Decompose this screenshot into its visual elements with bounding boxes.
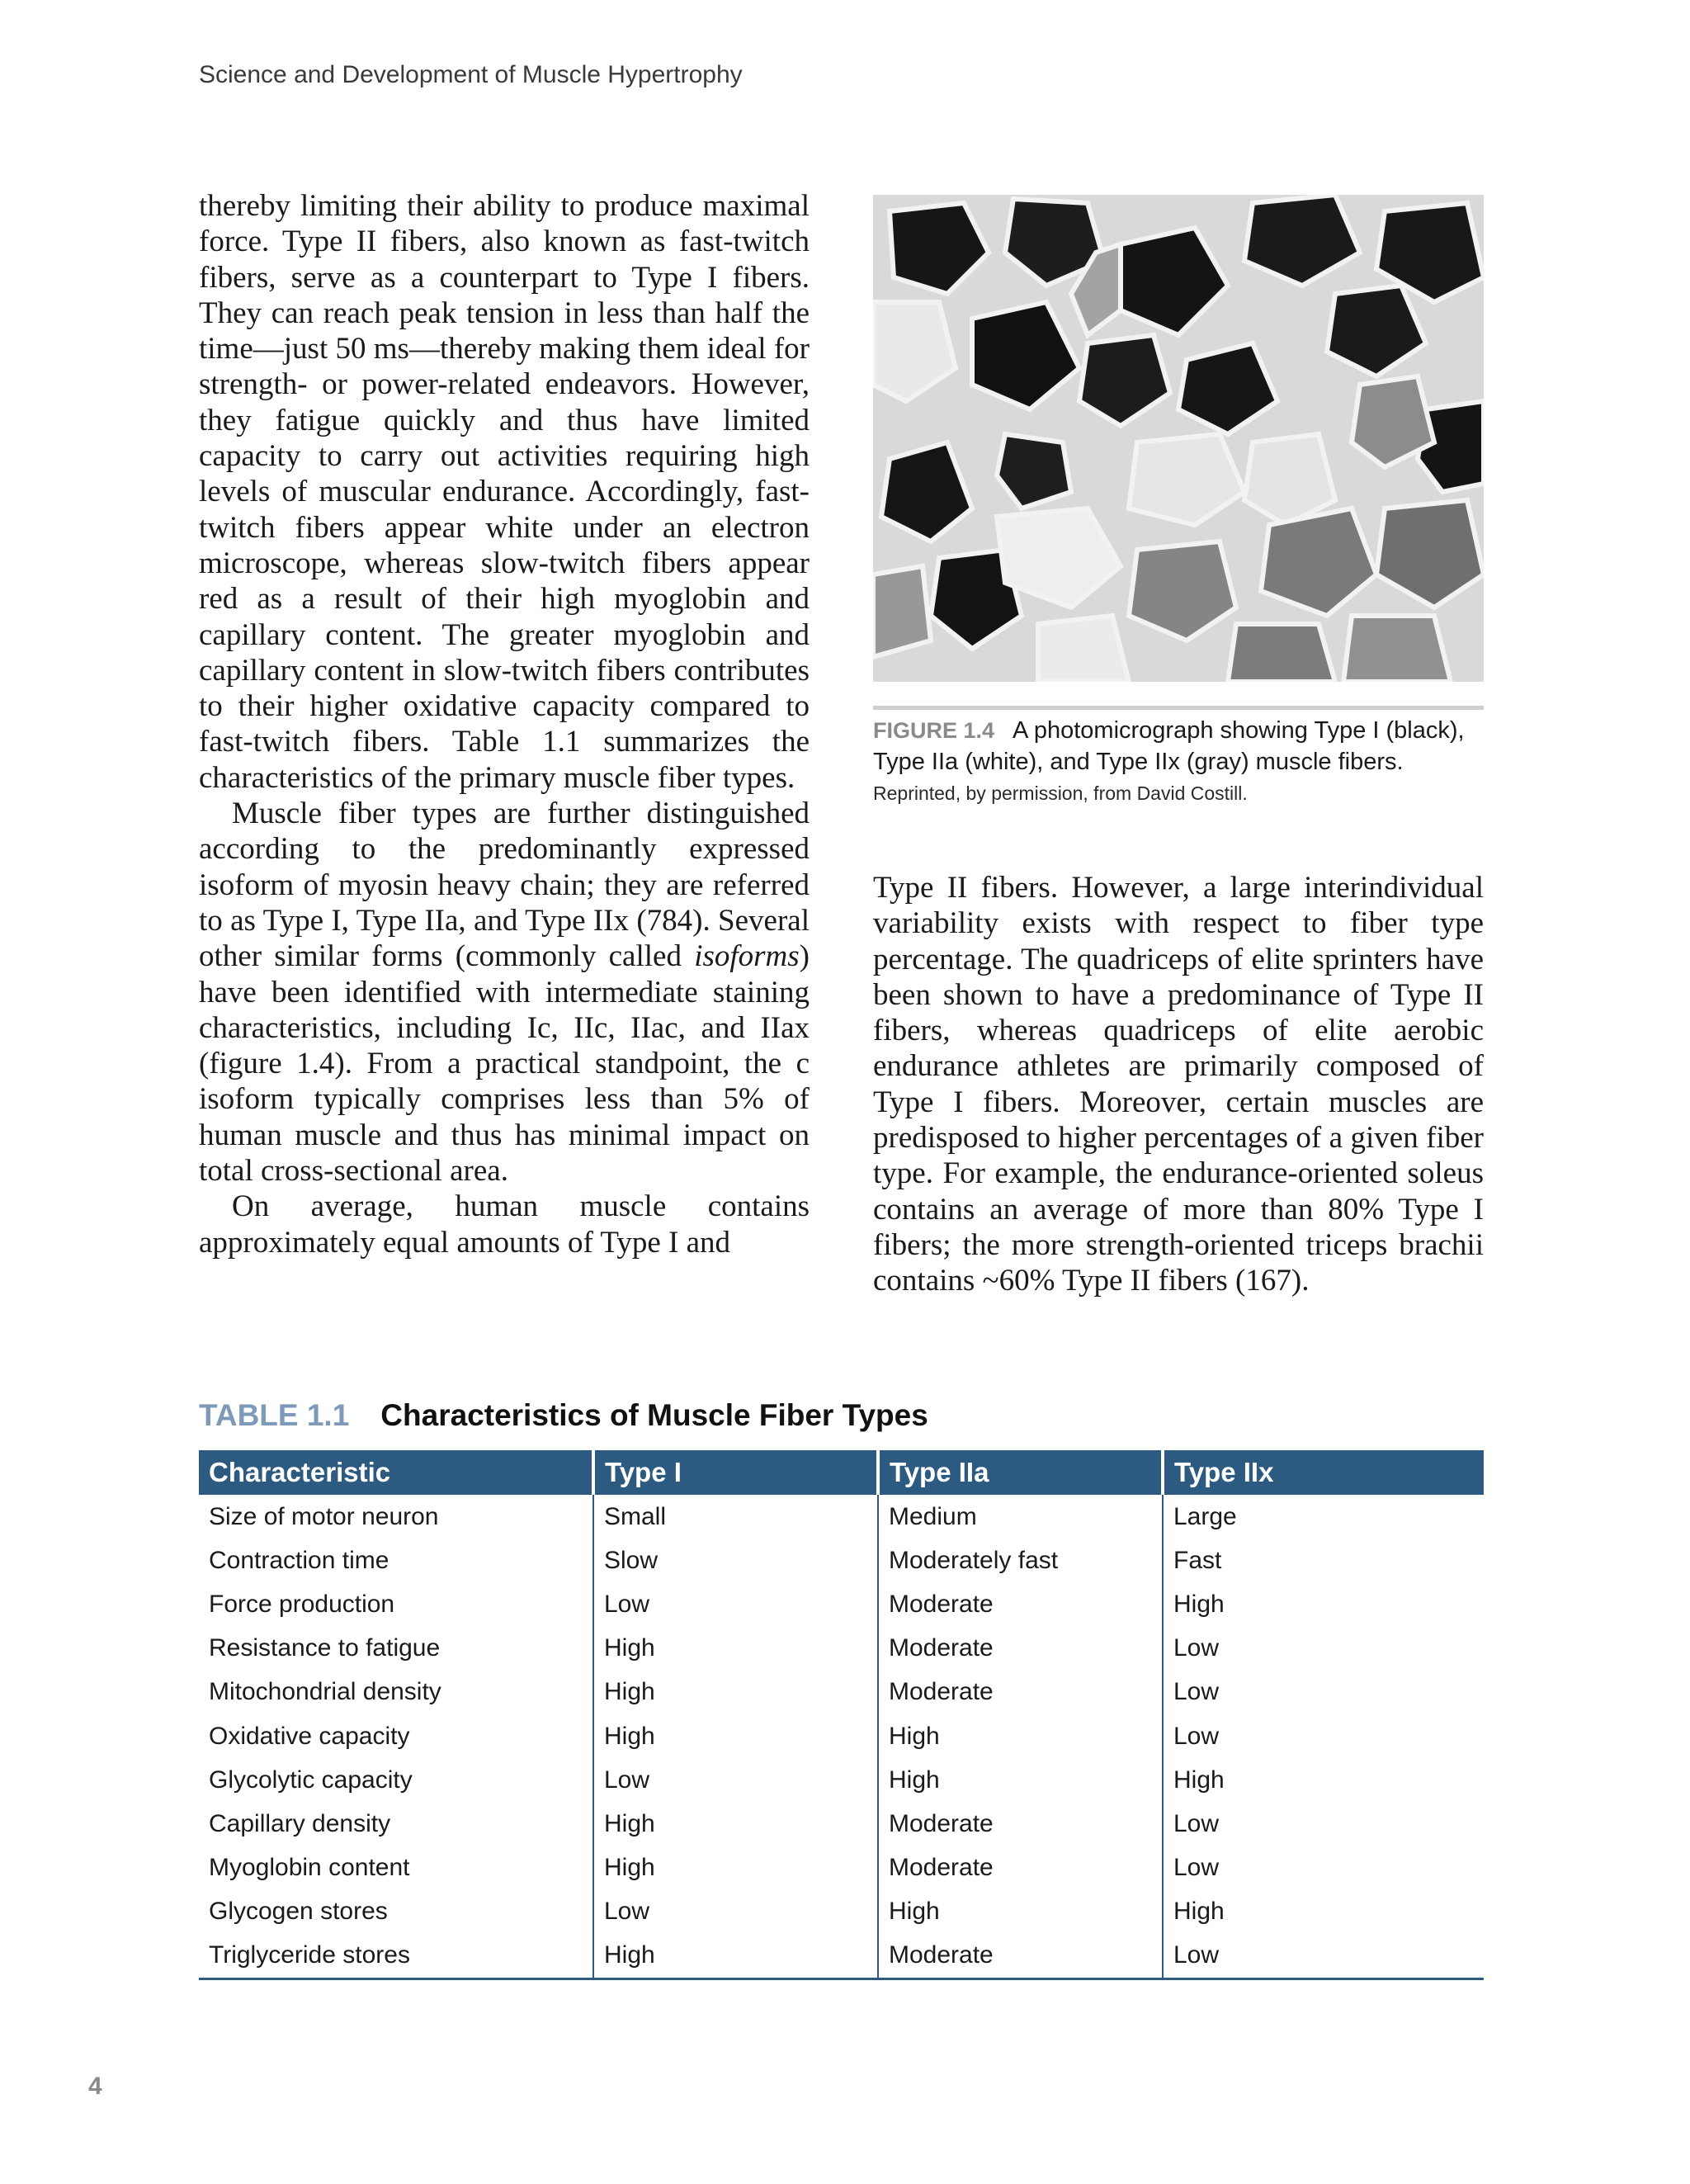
table-cell: Low: [1173, 1722, 1220, 1750]
table-row: [199, 1627, 1484, 1671]
table-row: [199, 1802, 1484, 1846]
table-cell: Contraction time: [199, 1539, 593, 1582]
table-cell: Low: [593, 1582, 878, 1626]
table-cell: Moderate: [878, 1934, 1163, 1979]
body-paragraph: On average, human muscle contains approximately equal amounts of Type I and: [199, 1189, 810, 1260]
figure-caption-text: A photomicrograph showing Type I (black), Type IIa (white), and Type IIx (gray) muscle fibers.: [873, 717, 1465, 775]
table-cell: High: [593, 1714, 878, 1758]
table-cell: Low: [1163, 1934, 1484, 1979]
table-cell: High: [878, 1890, 1163, 1934]
table-cell: High: [878, 1714, 1163, 1758]
table-cell: Low: [1173, 1809, 1220, 1837]
table-cell: High: [1173, 1590, 1225, 1618]
table-cell: High: [593, 1802, 878, 1846]
body-paragraph: thereby limiting their ability to produce maximal force. Type II fibers, also known as fast-twitch fibers, serve as a counterpart to Type I fibers. They can reach peak tension in less than half the time—just 50 ms—thereby making them ideal for strength- or power-related endeavors. However, they fatigue quickly and thus have limited capacity to carry out activities requiring high levels of muscular endurance. Accordingly, fast-twitch fibers appear white under an electron microscope, whereas slow-twitch fibers appear red as a result of their high myoglobin and capillary content. The greater myoglobin and capillary content in slow-twitch fibers contributes to their higher oxidative capacity compared to fast-twitch fibers. Table 1.1 summarizes the characteristics of the primary muscle fiber types.: [199, 189, 810, 795]
table-header-cell: Type IIa: [878, 1450, 1163, 1495]
page-number: 4: [88, 2073, 102, 2100]
table-cell: Glycolytic capacity: [199, 1758, 593, 1802]
fiber-type-table: [199, 1450, 1484, 1980]
table-cell: Slow: [593, 1539, 878, 1582]
figure-label: FIGURE 1.4: [873, 718, 995, 743]
body-paragraph: [199, 796, 810, 1189]
table-cell: Mitochondrial density: [199, 1671, 593, 1714]
table-header-row: [199, 1450, 1484, 1495]
table-cell: Low: [1173, 1678, 1220, 1706]
table-cell: Size of motor neuron: [199, 1495, 593, 1539]
figure-divider: [873, 706, 1484, 710]
table-header-cell: Type I: [593, 1450, 878, 1495]
table-cell: Moderate: [878, 1671, 1163, 1714]
table-cell: Fast: [1173, 1546, 1222, 1574]
table-cell: High: [878, 1758, 1163, 1802]
table-cell: Large: [1173, 1502, 1237, 1530]
table-cell: Resistance to fatigue: [199, 1627, 593, 1671]
table-cell: Myoglobin content: [199, 1846, 593, 1890]
table-cell: Low: [1173, 1854, 1220, 1882]
table-cell: High: [1173, 1898, 1225, 1926]
table-row: [199, 1582, 1484, 1626]
table-row: [199, 1671, 1484, 1714]
table-row: [199, 1539, 1484, 1582]
table-header-cell: Characteristic: [199, 1450, 593, 1495]
table-title: [199, 1398, 928, 1433]
table-cell: High: [593, 1671, 878, 1714]
table-cell: Medium: [878, 1495, 1163, 1539]
table-cell: Small: [593, 1495, 878, 1539]
table-label: TABLE 1.1: [199, 1398, 350, 1432]
left-text-column: [199, 188, 810, 1260]
table-body: [199, 1495, 1484, 1979]
table-cell: Low: [1173, 1634, 1220, 1662]
table-title-text: Characteristics of Muscle Fiber Types: [380, 1398, 928, 1432]
figure-credit: Reprinted, by permission, from David Costill.: [873, 782, 1248, 804]
table-cell: Triglyceride stores: [199, 1934, 593, 1979]
table-cell: Moderately fast: [878, 1539, 1163, 1582]
table-cell: Moderate: [878, 1627, 1163, 1671]
table-cell: Capillary density: [199, 1802, 593, 1846]
table-row: [199, 1846, 1484, 1890]
table-cell: High: [593, 1934, 878, 1979]
table-cell: Moderate: [878, 1582, 1163, 1626]
table-row: [199, 1758, 1484, 1802]
table-cell: Force production: [199, 1582, 593, 1626]
table-cell: Moderate: [878, 1846, 1163, 1890]
table-cell: Oxidative capacity: [199, 1714, 593, 1758]
body-text: ) have been identified with intermediate staining characteristics, including Ic, IIc, IIac, and IIax (figure 1.4). From a practical standpoint, the c isoform typically comprises less than 5% of human muscle and thus has minimal impact on total cross-sectional area.: [199, 939, 810, 1189]
photomicrograph-image: [873, 195, 1484, 682]
table-row: [199, 1934, 1484, 1979]
table-row: [199, 1495, 1484, 1539]
emphasis-text: isoforms: [694, 939, 800, 974]
table-cell: Low: [593, 1758, 878, 1802]
body-text: Muscle fiber types are further distinguished according to the predominantly expressed isoform of myosin heavy chain; they are referred to as Type I, Type IIa, and Type IIx (784). Several other similar forms (commonly called: [199, 797, 810, 974]
table-cell: High: [593, 1846, 878, 1890]
table-cell: Moderate: [878, 1802, 1163, 1846]
table-row: [199, 1714, 1484, 1758]
table-header-cell: Type IIx: [1163, 1450, 1484, 1495]
body-paragraph: Type II fibers. However, a large interindividual variability exists with respect to fiber type percentage. The quadriceps of elite sprinters have been shown to have a predominance of Type II fibers, whereas quadriceps of elite aerobic endurance athletes are primarily composed of Type I fibers. Moreover, certain muscles are predisposed to higher percentages of a given fiber type. For example, the endurance-oriented soleus contains an average of more than 80% Type I fibers; the more strength-oriented triceps brachii contains ~60% Type II fibers (167).: [873, 871, 1484, 1298]
muscle-fiber-photomicrograph: [873, 195, 1484, 682]
characteristics-table: [199, 1450, 1484, 1980]
running-head: Science and Development of Muscle Hypertrophy: [199, 61, 743, 88]
table-cell: High: [593, 1627, 878, 1671]
table-cell: Low: [593, 1890, 878, 1934]
right-text-column: [873, 870, 1484, 1299]
figure-caption: [873, 715, 1484, 778]
table-row: [199, 1890, 1484, 1934]
table-cell: Glycogen stores: [199, 1890, 593, 1934]
table-cell: High: [1173, 1766, 1225, 1794]
